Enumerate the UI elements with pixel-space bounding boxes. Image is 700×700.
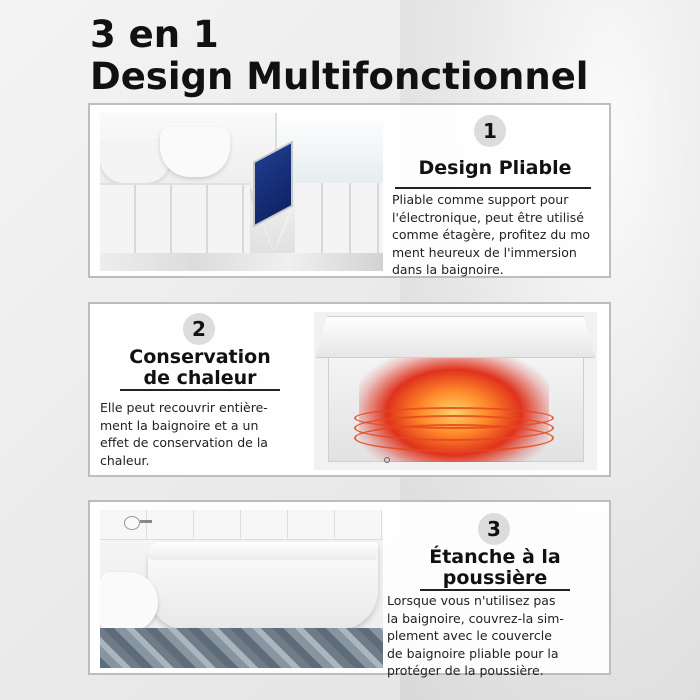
toilet-icon [100,572,158,632]
title-underline [395,187,591,189]
heat-conservation-photo [314,312,597,470]
feature-title-line-1: Conservation [129,346,271,368]
feature-number-badge: 3 [478,513,510,545]
title-underline [120,389,280,391]
headline-line-1: 3 en 1 [90,13,219,56]
title-underline [420,589,570,591]
headline-line-2: Design Multifonctionnel [90,55,589,98]
feature-number-badge: 2 [183,313,215,345]
dustproof-cover-photo [100,510,383,668]
headline [90,14,630,98]
toilet-paper-icon [124,516,140,530]
feature-description: Lorsque vous n'utilisez pas la baignoire, couvrez-la sim- plement avec le couvercle de baignoire pliable pour la protéger de la poussière. [387,593,564,678]
toilet-icon [160,127,230,177]
feature-description: Pliable comme support pour l'électronique, peut être utilisé comme étagère, profitez du mo ment heureux de l'immersion dans la baignoire. [392,192,591,277]
feature-title: Design Pliable [418,157,572,179]
feature-title-line-2: poussière [442,567,548,589]
feature-number-badge: 1 [474,115,506,147]
feature-description: Elle peut recouvrir entière- ment la baignoire et a un effet de conservation de la chaleur. [100,400,268,468]
feature-panel-heat [88,302,611,477]
feature-title-line-2: de chaleur [143,367,257,389]
foldable-cover-photo [100,113,383,271]
feature-panel-foldable [88,103,611,278]
feature-title-line-1: Étanche à la [429,546,561,568]
feature-panel-dustproof [88,500,611,678]
